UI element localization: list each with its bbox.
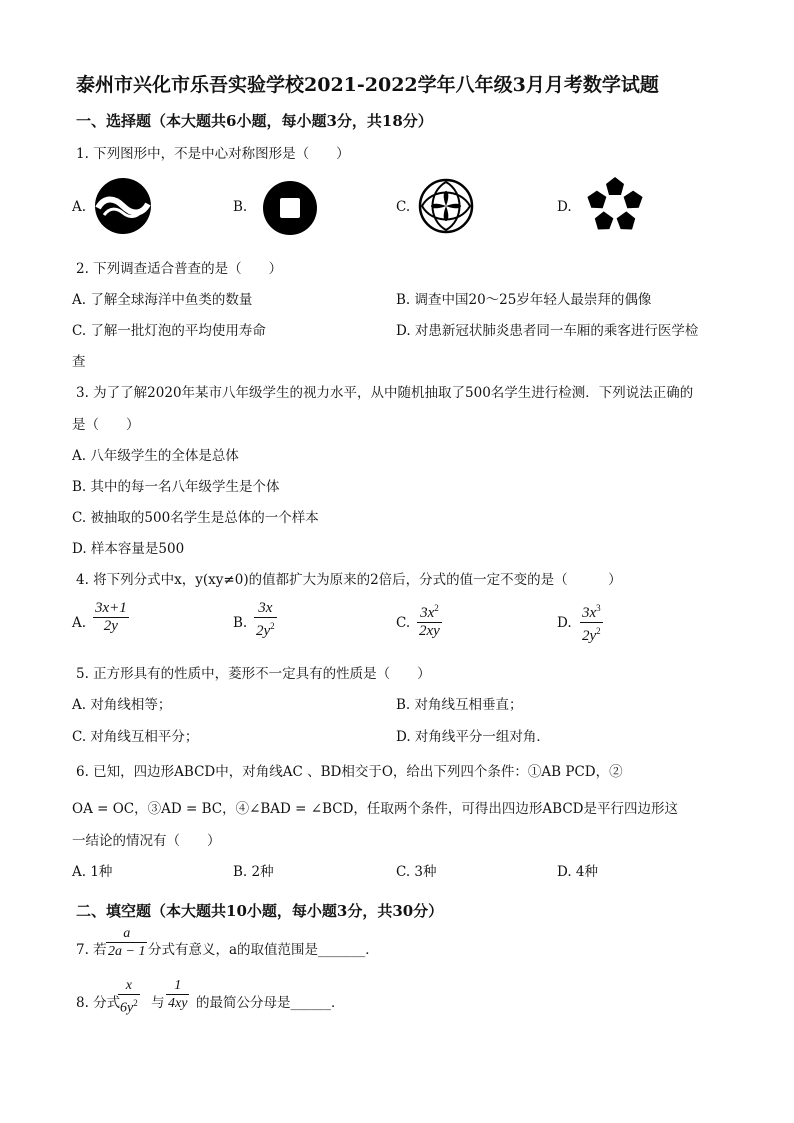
q4-d-numerator-exponent: 3	[596, 603, 601, 613]
q6-option-d[interactable]: D. 4种	[557, 864, 599, 880]
q4-b-numerator: 3x	[254, 600, 277, 618]
question-8-text[interactable]: 的最简公分母是______．	[196, 995, 345, 1011]
q4-c-numerator: 3x	[420, 605, 435, 621]
q5-option-b[interactable]: B. 对角线互相垂直；	[396, 697, 523, 713]
q4-option-c-label: C.	[396, 615, 411, 631]
q5-option-a[interactable]: A. 对角线相等；	[72, 697, 172, 713]
q2-option-d-continued: 查	[72, 354, 86, 370]
q4-d-denominator-exponent: 2	[596, 626, 601, 636]
page-title: 泰州市兴化市乐吾实验学校2021-2022学年八年级3月月考数学试题	[76, 74, 659, 96]
q1-option-d-label: D.	[557, 199, 572, 215]
q4-a-numerator: 3x+1	[95, 600, 127, 616]
q1-option-a-label: A.	[72, 199, 87, 215]
q2-option-d[interactable]: D. 对患新冠状肺炎患者同一车厢的乘客进行医学检	[396, 323, 699, 339]
q1-figure-c-icon[interactable]	[418, 178, 474, 238]
q8-fraction-1	[118, 977, 140, 1017]
q3-option-d[interactable]: D. 样本容量是500	[72, 541, 185, 557]
q7-fraction	[106, 925, 147, 960]
q4-option-a-label: A.	[72, 615, 87, 631]
q5-option-d[interactable]: D. 对角线平分一组对角．	[396, 729, 550, 745]
question-5-stem: 5. 正方形具有的性质中，菱形不一定具有的性质是（ ）	[76, 666, 431, 682]
q4-d-numerator: 3x	[582, 605, 597, 621]
question-8-middle: 与	[151, 995, 165, 1011]
question-1-stem: 1. 下列图形中，不是中心对称图形是（ ）	[76, 146, 350, 162]
q6-option-b[interactable]: B. 2种	[233, 864, 274, 880]
q1-option-b-label: B.	[233, 199, 248, 215]
q2-option-c[interactable]: C. 了解一批灯泡的平均使用寿命	[72, 323, 266, 339]
section-heading-fill: 二、填空题（本大题共10小题，每小题3分，共30分）	[76, 902, 444, 920]
q1-figure-a-icon[interactable]	[94, 177, 152, 239]
q3-option-c[interactable]: C. 被抽取的500名学生是总体的一个样本	[72, 510, 319, 526]
q8-numerator-1: x	[118, 977, 140, 995]
question-6-line2: OA = OC，③AD = BC，④∠BAD = ∠BCD，任取两个条件，可得出四边形ABCD是平行四边形这	[72, 801, 678, 817]
q8-denominator-2: 4xy	[168, 996, 188, 1011]
q4-option-c-fraction[interactable]	[417, 600, 442, 640]
question-8-prefix: 8. 分式	[76, 995, 121, 1011]
q7-denominator: 2a − 1	[108, 944, 146, 959]
q4-d-denominator: 2y	[582, 628, 597, 644]
q8-numerator-2: 1	[166, 977, 189, 995]
question-3-stem-line2: 是（ ）	[72, 417, 140, 433]
question-4-stem: 4. 将下列分式中x，y(xy≠0)的值都扩大为原来的2倍后，分式的值一定不变的是（ ）	[76, 572, 622, 588]
q1-figure-d-icon[interactable]	[584, 175, 646, 239]
q1-option-c-label: C.	[396, 199, 411, 215]
question-7-text[interactable]: 分式有意义，a的取值范围是_______．	[148, 942, 379, 958]
question-6-line1: 6. 已知，四边形ABCD中，对角线AC 、BD相交于O，给出下列四个条件：①AB PCD，②	[76, 764, 623, 780]
q3-option-b[interactable]: B. 其中的每一名八年级学生是个体	[72, 479, 280, 495]
q7-numerator: a	[106, 925, 147, 943]
question-6-line3: 一结论的情况有（ ）	[72, 833, 221, 849]
q4-a-denominator: 2y	[103, 618, 118, 634]
q4-option-d-label: D.	[557, 615, 572, 631]
q4-option-b-label: B.	[233, 615, 248, 631]
q4-option-b-fraction[interactable]	[254, 600, 277, 640]
q5-option-c[interactable]: C. 对角线互相平分；	[72, 729, 199, 745]
section-heading-choice: 一、选择题（本大题共6小题，每小题3分，共18分）	[76, 112, 433, 130]
q8-denominator-1: 6y	[120, 1000, 134, 1016]
question-3-stem-line1: 3. 为了了解2020年某市八年级学生的视力水平，从中随机抽取了500名学生进行检测．下列说法正确的	[76, 385, 694, 401]
q2-option-b[interactable]: B. 调查中国20～25岁年轻人最崇拜的偶像	[396, 292, 652, 308]
q6-option-c[interactable]: C. 3种	[396, 864, 437, 880]
q1-figure-b-icon[interactable]	[262, 180, 318, 240]
q3-option-a[interactable]: A. 八年级学生的全体是总体	[72, 448, 239, 464]
question-7-prefix: 7. 若	[76, 942, 107, 958]
q4-c-denominator: 2xy	[419, 623, 440, 639]
q8-fraction-2	[166, 977, 189, 1012]
q6-option-a[interactable]: A. 1种	[72, 864, 113, 880]
q4-option-d-fraction[interactable]	[580, 600, 603, 645]
q4-b-denominator: 2y	[256, 623, 271, 639]
q4-b-denominator-exponent: 2	[270, 621, 275, 631]
q8-denominator-1-exponent: 2	[133, 998, 138, 1008]
question-2-stem: 2. 下列调查适合普查的是（ ）	[76, 261, 283, 277]
q4-c-numerator-exponent: 2	[434, 603, 439, 613]
q2-option-a[interactable]: A. 了解全球海洋中鱼类的数量	[72, 292, 253, 308]
q4-option-a-fraction[interactable]	[93, 600, 129, 635]
